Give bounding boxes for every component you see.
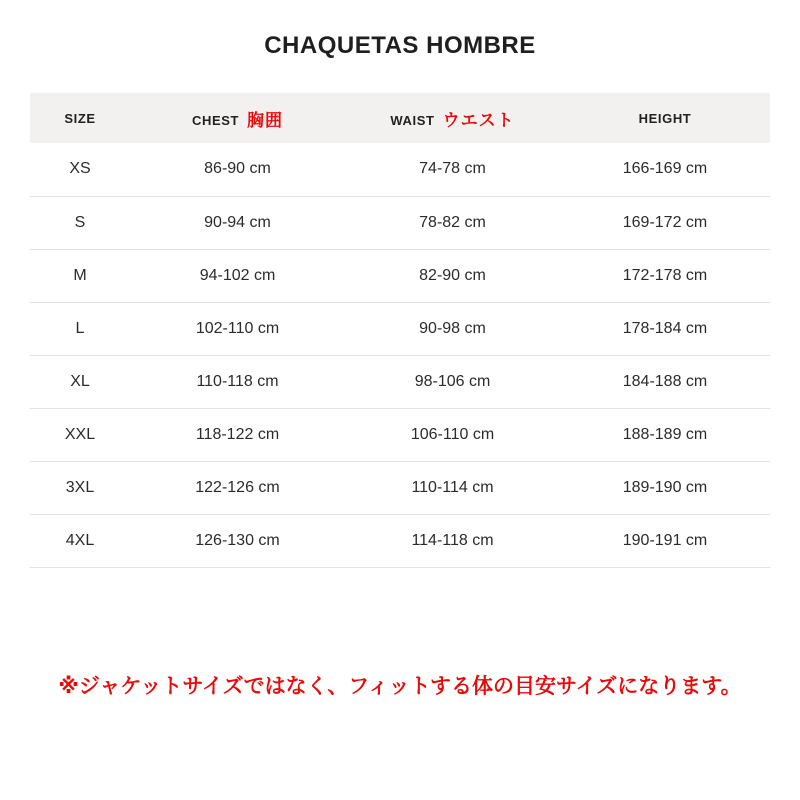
- cell-waist: 110-114 cm: [345, 461, 560, 514]
- cell-height: 178-184 cm: [560, 302, 770, 355]
- cell-chest: 110-118 cm: [130, 355, 345, 408]
- table-row-4xl: [30, 514, 770, 567]
- cell-size: XL: [30, 355, 130, 408]
- cell-size: M: [30, 249, 130, 302]
- table-row-xs: [30, 143, 770, 196]
- cell-size: S: [30, 196, 130, 249]
- table-row-l: [30, 302, 770, 355]
- column-header-waist-label-ja: ウエスト: [442, 110, 515, 130]
- cell-height: 169-172 cm: [560, 196, 770, 249]
- cell-chest: 126-130 cm: [130, 514, 345, 567]
- cell-chest: 122-126 cm: [130, 461, 345, 514]
- table-row-xxl: [30, 408, 770, 461]
- column-header-chest: [130, 93, 345, 143]
- column-header-height: [560, 93, 770, 143]
- cell-size: 4XL: [30, 514, 130, 567]
- table-body: [30, 143, 770, 567]
- column-header-waist-label: WAIST: [390, 112, 435, 128]
- cell-size: L: [30, 302, 130, 355]
- cell-chest: 94-102 cm: [130, 249, 345, 302]
- column-header-size: [30, 93, 130, 143]
- column-header-waist: [345, 93, 560, 143]
- cell-height: 188-189 cm: [560, 408, 770, 461]
- cell-waist: 82-90 cm: [345, 249, 560, 302]
- cell-waist: 106-110 cm: [345, 408, 560, 461]
- cell-height: 172-178 cm: [560, 249, 770, 302]
- column-header-chest-label-ja: 胸囲: [247, 110, 284, 130]
- cell-waist: 90-98 cm: [345, 302, 560, 355]
- column-header-height-label: HEIGHT: [638, 110, 692, 126]
- table-header-row: [30, 93, 770, 143]
- table-row-3xl: [30, 461, 770, 514]
- table-row-m: [30, 249, 770, 302]
- cell-chest: 118-122 cm: [130, 408, 345, 461]
- cell-chest: 102-110 cm: [130, 302, 345, 355]
- column-header-size-label: SIZE: [64, 110, 96, 126]
- cell-chest: 86-90 cm: [130, 143, 345, 196]
- cell-height: 166-169 cm: [560, 143, 770, 196]
- cell-size: 3XL: [30, 461, 130, 514]
- page-title: CHAQUETAS HOMBRE: [264, 32, 536, 59]
- cell-height: 190-191 cm: [560, 514, 770, 567]
- cell-size: XS: [30, 143, 130, 196]
- cell-height: 189-190 cm: [560, 461, 770, 514]
- column-header-chest-label: CHEST: [191, 112, 240, 128]
- size-chart-table: [30, 93, 770, 568]
- cell-height: 184-188 cm: [560, 355, 770, 408]
- cell-waist: 114-118 cm: [345, 514, 560, 567]
- cell-waist: 74-78 cm: [345, 143, 560, 196]
- cell-waist: 78-82 cm: [345, 196, 560, 249]
- fit-guidance-note: ※ジャケットサイズではなく、フィットする体の目安サイズになります。: [58, 674, 742, 698]
- cell-chest: 90-94 cm: [130, 196, 345, 249]
- table-row-s: [30, 196, 770, 249]
- cell-waist: 98-106 cm: [345, 355, 560, 408]
- table-header: [30, 93, 770, 143]
- table-row-xl: [30, 355, 770, 408]
- cell-size: XXL: [30, 408, 130, 461]
